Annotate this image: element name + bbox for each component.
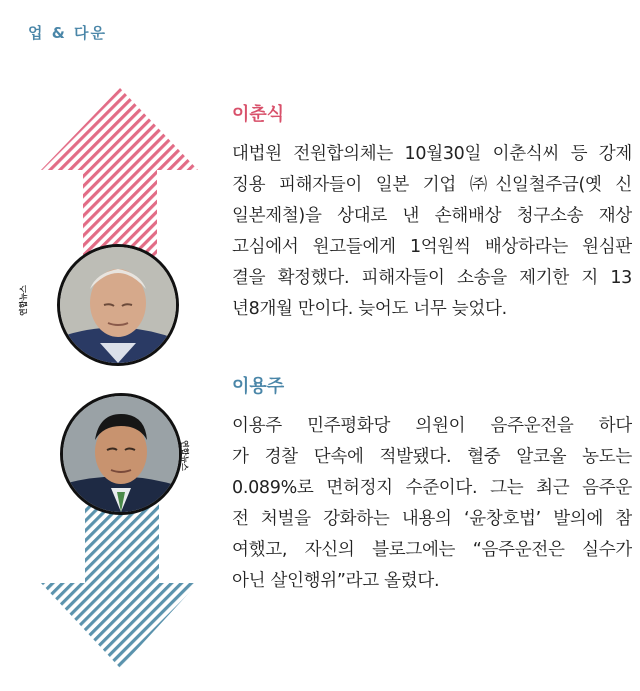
article-line: 여했고, 자신의 블로그에는 “음주운전은 실수가 bbox=[232, 540, 632, 560]
article-line: 0.089%로 면허정지 수준이다. 그는 최근 음주운 bbox=[232, 478, 632, 498]
article-name: 이용주 bbox=[232, 376, 285, 397]
photo-credit: 연합뉴스 bbox=[19, 285, 28, 316]
article-line: 대법원 전원합의체는 10월30일 이춘식씨 등 강제 bbox=[232, 144, 632, 164]
down-arrow-icon bbox=[41, 500, 198, 668]
photo-lee-yong-ju bbox=[60, 393, 182, 515]
article-line: 결을 확정했다. 피해자들이 소송을 제기한 지 13 bbox=[232, 268, 632, 288]
article-up bbox=[232, 103, 632, 325]
article-line: 일본제철)을 상대로 낸 손해배상 청구소송 재상 bbox=[232, 206, 632, 226]
article-down bbox=[232, 375, 632, 597]
article-line: 이용주 민주평화당 의원이 음주운전을 하다 bbox=[232, 416, 632, 436]
article-name: 이춘식 bbox=[232, 104, 285, 125]
article-line: 년8개월 만이다. 늦어도 너무 늦었다. bbox=[232, 299, 507, 319]
section-label: 업 & 다운 bbox=[28, 24, 107, 42]
article-line: 징용 피해자들이 일본 기업 ㈜신일철주금(옛 신 bbox=[232, 175, 632, 195]
up-arrow-icon bbox=[41, 88, 198, 256]
article-line: 아닌 살인행위”라고 올렸다. bbox=[232, 571, 440, 591]
article-line: 전 처벌을 강화하는 내용의 ‘윤창호법’ 발의에 참 bbox=[232, 509, 632, 529]
photo-lee-chun-sik bbox=[57, 244, 179, 366]
article-line: 고심에서 원고들에게 1억원씩 배상하라는 원심판 bbox=[232, 237, 632, 257]
article-line: 가 경찰 단속에 적발됐다. 혈중 알코올 농도는 bbox=[232, 447, 632, 467]
photo-credit: 연합뉴스 bbox=[180, 440, 189, 471]
